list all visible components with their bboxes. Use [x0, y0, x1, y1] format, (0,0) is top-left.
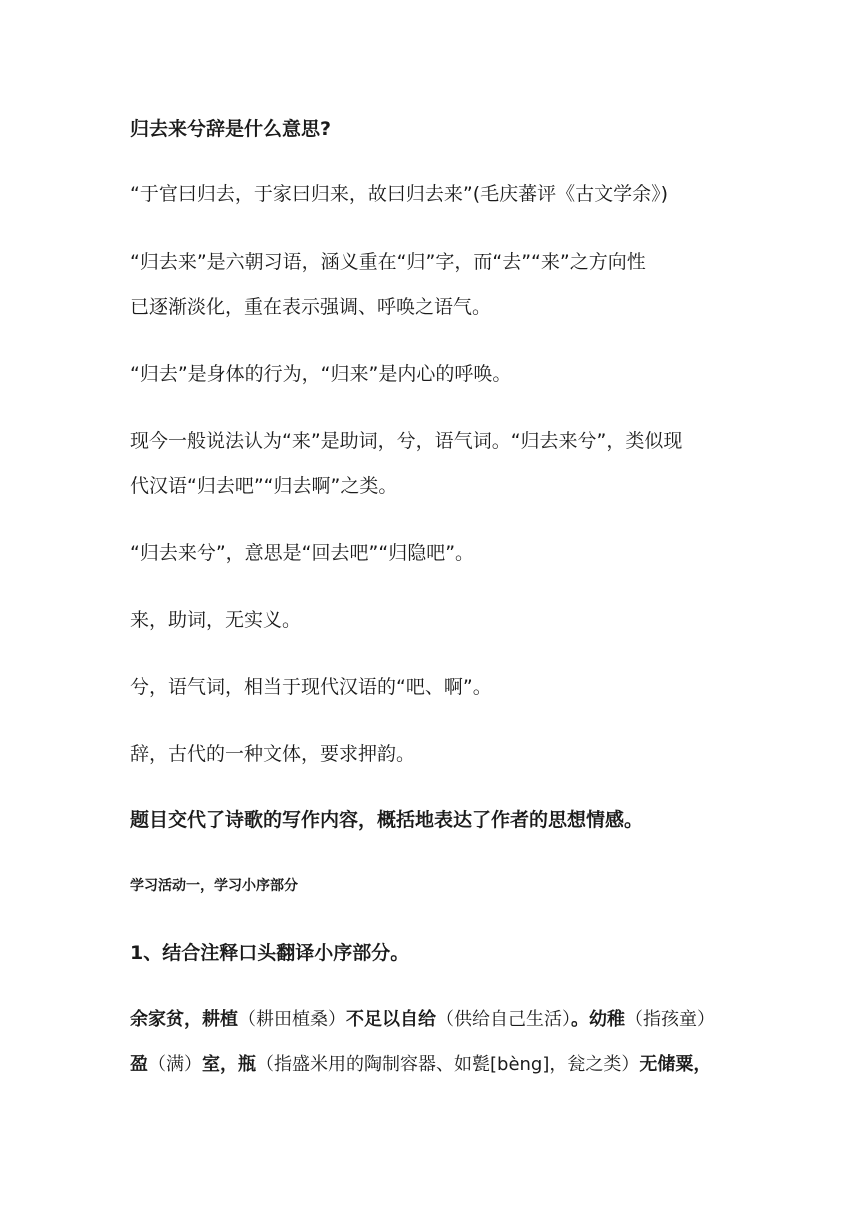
paragraph-6: 来，助词，无实义。	[130, 609, 302, 631]
paragraph-5: “归去来兮”，意思是“回去吧”“归隐吧”。	[130, 542, 475, 564]
translation-bold-4: 盈	[130, 1054, 148, 1075]
paragraph-2-line-2: 已逐渐淡化，重在表示强调、呼唤之语气。	[130, 296, 492, 318]
translation-bold-6: 无储粟，	[639, 1054, 712, 1075]
translation-bold-5: 室，瓶	[202, 1054, 256, 1075]
paragraph-1: “于官曰归去，于家曰归来，故曰归去来”(毛庆蕃评《古文学余》)	[130, 183, 669, 205]
translation-bold-1: 余家贫，耕植	[130, 1009, 238, 1030]
paragraph-3: “归去”是身体的行为，“归来”是内心的呼唤。	[130, 363, 512, 385]
paragraph-8: 辞，古代的一种文体，要求押韵。	[130, 743, 416, 765]
translation-note-2: （供给自己生活）	[436, 1009, 571, 1030]
translation-note-4: （满）	[148, 1054, 202, 1075]
paragraph-4-line-2: 代汉语“归去吧”“归去啊”之类。	[130, 475, 398, 497]
page-title: 归去来兮辞是什么意思?	[130, 118, 332, 140]
translation-bold-3: 。幼稚	[571, 1009, 625, 1030]
activity-heading: 学习活动一，学习小序部分	[130, 878, 298, 894]
translation-note-1: （耕田植桑）	[238, 1009, 346, 1030]
translation-note-3: （指孩童）	[625, 1009, 715, 1030]
translation-line-1	[130, 1007, 715, 1033]
paragraph-2-line-1: “归去来”是六朝习语，涵义重在“归”字，而“去”“来”之方向性	[130, 251, 646, 273]
task-heading: 1、结合注释口头翻译小序部分。	[130, 942, 410, 964]
translation-note-5: （指盛米用的陶制容器、如甏[bèng]，瓮之类）	[256, 1054, 640, 1075]
translation-line-2	[130, 1052, 711, 1078]
paragraph-4-line-1: 现今一般说法认为“来”是助词，兮，语气词。“归去来兮”，类似现	[130, 430, 683, 452]
paragraph-7: 兮，语气词，相当于现代汉语的“吧、啊”。	[130, 676, 492, 698]
translation-bold-2: 不足以自给	[346, 1009, 436, 1030]
summary-heading: 题目交代了诗歌的写作内容，概括地表达了作者的思想情感。	[130, 809, 644, 831]
